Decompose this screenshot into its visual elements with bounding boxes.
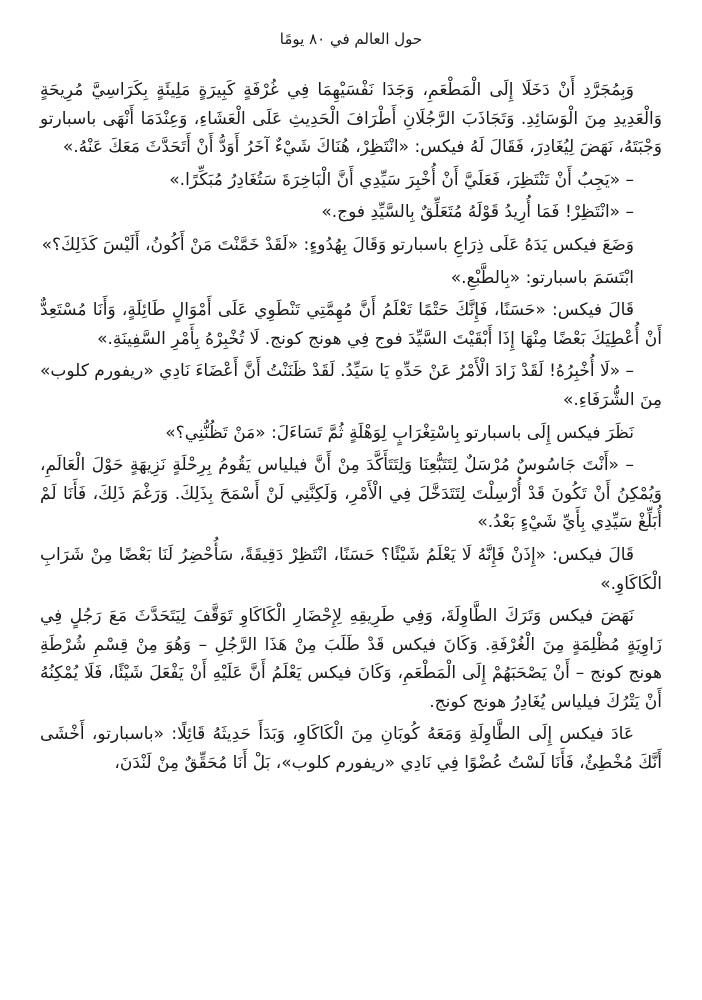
paragraph: ابْتَسَمَ باسبارتو: «بِالطَّبْعِ.» (450, 267, 634, 288)
paragraph: قَالَ فيكس: «حَسَنًا، فَإِنَّكَ حَتْمًا تَعْلَمُ أَنَّ مُهِمَّتِي تَنْطَوِي عَلَى أَمْوَالٍ طَائِلَةٍ، وَأَنَا مُسْتَعِدٌّ أَنْ أُعْطِيَكَ بَعْضًا مِنْهَا إِذَا أَبْقَيْتَ السَّيِّدَ فوج فِي هونج كونج. لَا تُخْبِرْهُ بِأَمْرِ السَّفِينَةِ.» (40, 300, 662, 349)
paragraph: نَظَرَ فيكس إِلَى باسبارتو بِاسْتِغْرَابٍ لِوَهْلَةٍ ثُمَّ تَسَاءَلَ: «مَنْ تَظُنُّنِي؟» (165, 422, 634, 443)
running-header: حول العالم في ٨٠ يومًا (279, 30, 423, 48)
dialogue-line: – «أَنْتَ جَاسُوسٌ مُرْسَلٌ لِتَتَبُّعِنَا وَلِتَتَأَكَّدَ مِنْ أَنَّ فيلياس يَقُومُ بِرِحْلَةٍ نَزِيهَةٍ حَوْلَ الْعَالَمِ، وَيُمْكِنُ أَنْ تَكُونَ قَدْ أُرْسِلْتَ لِتَتَدَخَّلَ فِي الْأَمْرِ، وَلَكِنَّنِي لَنْ أَسْمَحَ بِذَلِكَ. وَرَغْمَ ذَلِكَ، فَأَنَا لَمْ أُبَلِّغْ سَيِّدِي بِأَيِّ شَيْءٍ بَعْدُ.» (40, 455, 662, 533)
body-text (40, 76, 662, 778)
paragraph: نَهَضَ فيكس وَتَرَكَ الطَّاوِلَةَ، وَفِي طَرِيقِهِ لِإِحْضَارِ الْكَاكَاوِ تَوَقَّفَ لِيَتَحَدَّثَ مَعَ رَجُلٍ فِي زَاوِيَةٍ مُظْلِمَةٍ مِنَ الْغُرْفَةِ. وَكَانَ فيكس قَدْ طَلَبَ مِنْ هَذَا الرَّجُلِ – وَهُوَ مِنْ قِسْمِ شُرْطَةِ هونج كونج – أَنْ يَصْحَبَهُمْ إِلَى الْمَطْعَمِ، وَكَانَ فيكس يَعْلَمُ أَنَّ عَلَيْهِ أَنْ يَفْعَلَ شَيْئًا، فَلَا يُمْكِنُهُ أَنْ يَتْرُكَ فيلياس يُغَادِرُ هونج كونج. (40, 606, 662, 712)
dialogue-line: – «لَا أُخْبِرُهُ! لَقَدْ زَادَ الْأَمْرُ عَنْ حَدِّهِ يَا سَيِّدُ. لَقَدْ ظَنَنْتُ أَنَّ أَعْضَاءَ نَادِي «ريفورم كلوب» مِنَ الشُّرَفَاءِ.» (40, 361, 662, 410)
paragraph: قَالَ فيكس: «إِذَنْ فَإِنَّهُ لَا يَعْلَمُ شَيْئًا؟ حَسَنًا، انْتَظِرْ دَقِيقَةً، سَأُحْضِرُ لَنَا بَعْضًا مِنْ شَرَابِ الْكَاكَاوِ.» (40, 544, 662, 594)
paragraph: عَادَ فيكس إِلَى الطَّاوِلَةِ وَمَعَهُ كُوبَانِ مِنَ الْكَاكَاوِ، وَبَدَأَ حَدِيثَهُ قَائِلًا: «باسبارتو، أَخْشَى أَنَّكَ مُخْطِئٌ، فَأَنَا لَسْتُ عُضْوًا فِي نَادِي «ريفورم كلوب»، بَلْ أَنَا مُحَقِّقٌ مِنْ لَنْدَنَ، (40, 724, 662, 774)
paragraph: وَضَعَ فيكس يَدَهُ عَلَى ذِرَاعِ باسبارتو وَقَالَ بِهُدُوءٍ: «لَقَدْ خَمَّنْتَ مَنْ أَكُونُ، أَلَيْسَ كَذَلِكَ؟» (41, 234, 634, 255)
paragraph: وَبِمُجَرَّدِ أَنْ دَخَلَا إِلَى الْمَطْعَمِ، وَجَدَا نَفْسَيْهِمَا فِي غُرْفَةٍ كَبِيرَةٍ مَلِيئَةٍ بِكَرَاسِيَّ مُرِيحَةٍ وَالْعَدِيدِ مِنَ الْوَسَائِدِ. وَتَجَاذَبَ الرَّجُلَانِ أَطْرَافَ الْحَدِيثِ عَلَى الْعَشَاءِ، وَعِنْدَمَا أَنْهَى باسبارتو وَجْبَتَهُ، نَهَضَ لِيُغَادِرَ، فَقَالَ لَهُ فيكس: «انْتَظِرْ، هُنَاكَ شَيْءٌ آخَرُ أَوَدُّ أَنْ أَتَحَدَّثَ مَعَكَ عَنْهُ.» (40, 80, 662, 158)
dialogue-line: – «يَجِبُ أَنْ تَنْتَظِرَ، فَعَلَيَّ أَنْ أُخْبِرَ سَيِّدِي أَنَّ الْبَاخِرَةَ سَتُغَادِرُ مُبَكِّرًا.» (169, 169, 634, 190)
dialogue-line: – «انْتَظِرْ! فَمَا أُرِيدُ قَوْلَهُ مُتَعَلِّقٌ بِالسَّيِّدِ فوج.» (321, 202, 634, 223)
